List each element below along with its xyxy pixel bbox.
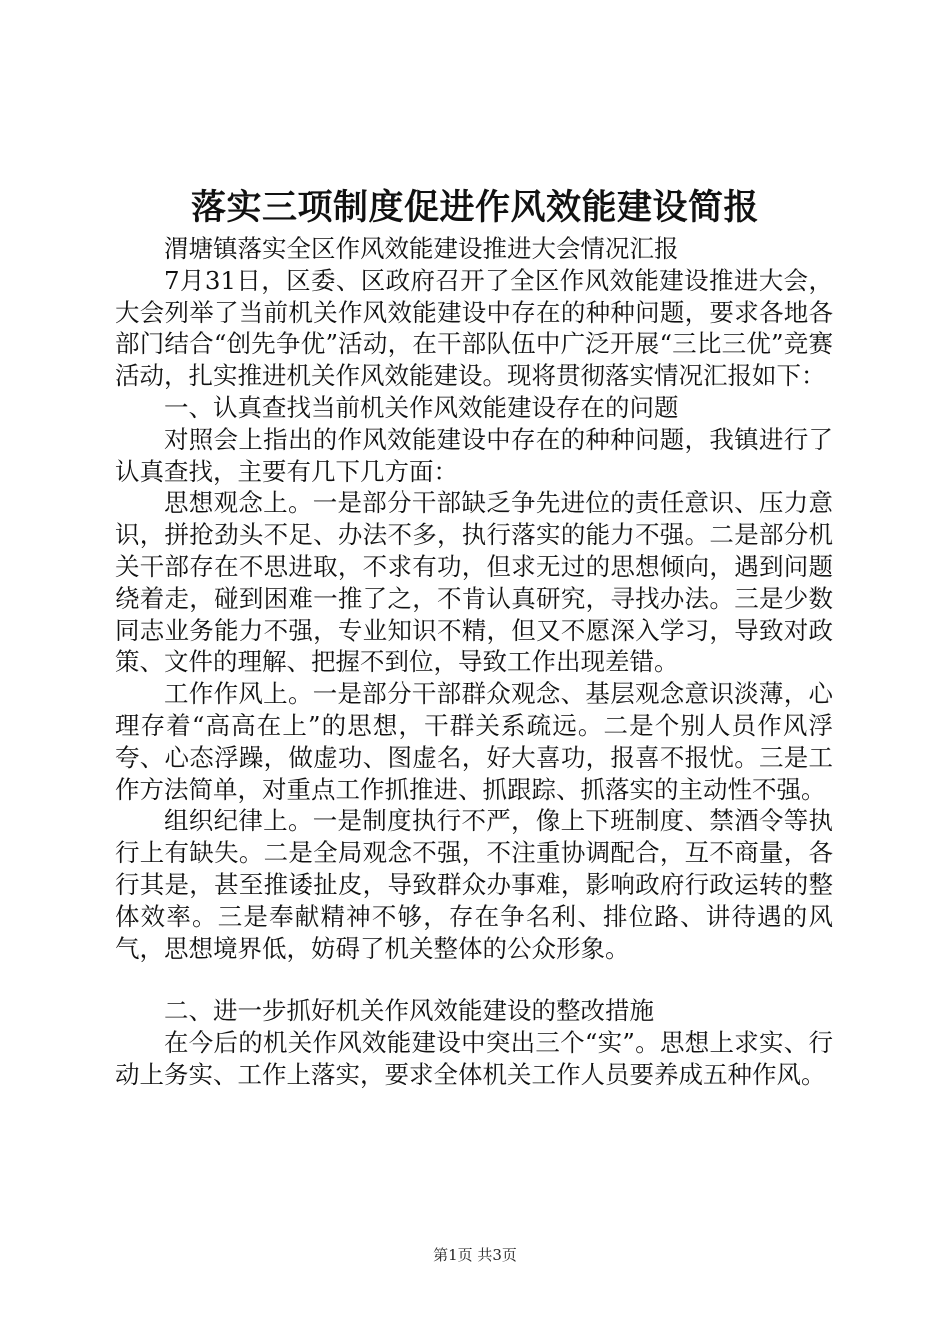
discipline-paragraph: 组织纪律上。一是制度执行不严，像上下班制度、禁酒令等执行上有缺失。二是全局观念不强，不注重协调配合，互不商量，各行其是，甚至推诿扯皮，导致群众办事难，影响政府行政运转的整体效率。三是奉献精神不够，存在争名利、排位路、讲待遇的风气，思想境界低，妨碍了机关整体的公众形象。 [115,806,833,963]
section-heading-1: 一、认真查找当前机关作风效能建设存在的问题 [164,392,679,422]
thinking-paragraph: 思想观念上。一是部分干部缺乏争先进位的责任意识、压力意识，拼抢劲头不足、办法不多，执行落实的能力不强。二是部分机关干部存在不思进取，不求有功，但求无过的思想倾向，遇到问题绕着走，碰到困难一推了之，不肯认真研究，寻找办法。三是少数同志业务能力不强，专业知识不精，但又不愿深入学习，导致对政策、文件的理解、把握不到位，导致工作出现差错。 [115,488,833,677]
intro-paragraph: 7月31日，区委、区政府召开了全区作风效能建设推进大会，大会列举了当前机关作风效能建设中存在的种种问题，要求各地各部门结合“创先争优”活动，在干部队伍中广泛开展“三比三优”竞赛活动，扎实推进机关作风效能建设。现将贯彻落实情况汇报如下： [115,265,833,391]
document-body [115,233,833,1091]
page-footer: 第1页 共3页 [433,1246,517,1264]
work-style-paragraph: 工作作风上。一是部分干部群众观念、基层观念意识淡薄，心理存着“高高在上”的思想，干群关系疏远。二是个别人员作风浮夸、心态浮躁，做虚功、图虚名，好大喜功，报喜不报忧。三是工作方法简单，对重点工作抓推进、抓跟踪、抓落实的主动性不强。 [115,679,833,804]
subtitle-paragraph: 渭塘镇落实全区作风效能建设推进大会情况汇报 [164,234,679,263]
document-title: 落实三项制度促进作风效能建设简报 [190,187,759,228]
section-2-paragraph: 在今后的机关作风效能建设中突出三个“实”。思想上求实、行动上务实、工作上落实，要求全体机关工作人员要养成五种作风。 [115,1028,833,1089]
section-heading-2: 二、进一步抓好机关作风效能建设的整改措施 [164,996,654,1026]
section-1-intro-paragraph: 对照会上指出的作风效能建设中存在的种种问题，我镇进行了认真查找，主要有几下几方面： [115,424,833,486]
